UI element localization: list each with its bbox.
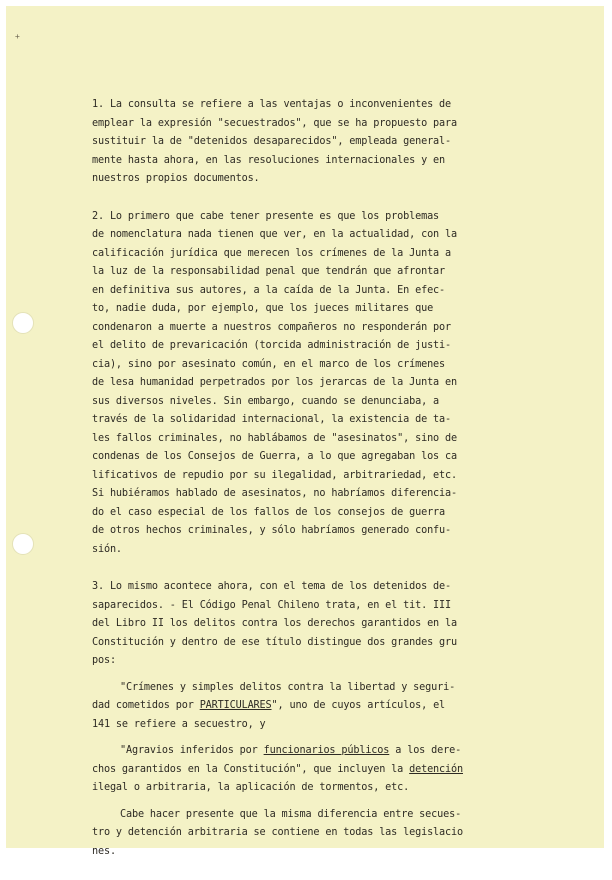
text-line: condenas de los Consejos de Guerra, a lo que agregaban los ca [92, 451, 457, 462]
text-run: dad cometidos por [92, 700, 200, 711]
text-line: través de la solidaridad internacional, la existencia de ta- [92, 414, 452, 425]
text-line: lificativos de repudio por su ilegalidad, arbitrariedad, etc. [92, 469, 457, 481]
text-line: calificación jurídica que merecen los crímenes de la Junta a [92, 247, 452, 259]
text-line: 2. Lo primero que cabe tener presente es que los problemas [92, 210, 440, 222]
text-line: sus diversos niveles. Sin embargo, cuando se denunciaba, a [92, 395, 440, 407]
text-line: do el caso especial de los fallos de los consejos de guerra [92, 506, 446, 518]
text-line [92, 761, 570, 780]
text-line: saparecidos. - El Código Penal Chileno trata, en el tit. III [92, 599, 452, 611]
text-line: la luz de la responsabilidad penal que tendrán que afrontar [92, 266, 446, 277]
text-line [92, 742, 570, 761]
text-line: Constitución y dentro de ese título distingue dos grandes gru [92, 636, 457, 648]
punch-hole-top [12, 312, 34, 334]
text-line: nes. [92, 845, 116, 857]
text-line: mente hasta ahora, en las resoluciones internacionales y en [92, 154, 446, 166]
punch-hole-bottom [12, 533, 34, 555]
paragraph-6 [92, 806, 570, 862]
text-line: de lesa humanidad perpetrados por los jerarcas de la Junta en [92, 377, 457, 388]
text-line: les fallos criminales, no hablábamos de "asesinatos", sino de [92, 432, 457, 444]
text-line: el delito de prevaricación (torcida administración de justi- [92, 340, 452, 351]
paragraph-3 [92, 578, 570, 671]
underlined-text: detención [409, 763, 463, 775]
corner-mark: + [15, 32, 20, 41]
text-line: 3. Lo mismo acontece ahora, con el tema de los detenidos de- [92, 581, 452, 592]
text-line: cia), sino por asesinato común, en el marco de los crímenes [92, 358, 446, 370]
text-line: sión. [92, 543, 122, 555]
text-line: tro y detención arbitraria se contiene en todas las legislacio [92, 827, 463, 838]
text-line: Cabe hacer presente que la misma diferencia entre secues- [120, 808, 462, 820]
text-line: de otros hechos criminales, y sólo habríamos generado confu- [92, 525, 452, 536]
text-line: de nomenclatura nada tienen que ver, en la actualidad, con la [92, 229, 457, 240]
document-body [92, 96, 570, 880]
text-line: condenaron a muerte a nuestros compañeros no responderán por [92, 321, 452, 333]
text-line: nuestros propios documentos. [92, 173, 260, 184]
paragraph-2 [92, 208, 570, 560]
text-line: pos: [92, 655, 116, 666]
text-run: chos garantidos en la Constitución", que incluyen la [92, 763, 410, 775]
paragraph-4 [92, 679, 570, 735]
text-line: emplear la expresión "secuestrados", que se ha propuesto para [92, 117, 457, 129]
text-run: ", uno de cuyos artículos, el [271, 700, 446, 711]
paragraph-1 [92, 96, 570, 189]
underlined-text: PARTICULARES [199, 700, 272, 711]
text-line: to, nadie duda, por ejemplo, que los jueces militares que [92, 303, 434, 314]
underlined-text: funcionarios públicos [263, 745, 390, 756]
text-line: en definitiva sus autores, a la caída de la Junta. En efec- [92, 284, 446, 296]
text-line: sustituir la de "detenidos desaparecidos", empleada general- [92, 136, 452, 147]
text-run: a los dere- [389, 745, 462, 756]
text-line: "Crímenes y simples delitos contra la libertad y seguri- [120, 681, 456, 693]
paragraph-5 [92, 742, 570, 798]
text-line: 141 se refiere a secuestro, y [92, 718, 266, 730]
text-run: "Agravios inferidos por [120, 745, 264, 756]
text-line: del Libro II los delitos contra los derechos garantidos en la [92, 618, 457, 629]
text-line: Si hubiéramos hablado de asesinatos, no habríamos diferencia- [92, 488, 457, 499]
document-page [6, 6, 604, 857]
text-line: 1. La consulta se refiere a las ventajas o inconvenientes de [92, 99, 452, 110]
text-line [92, 697, 570, 716]
text-line: ilegal o arbitraria, la aplicación de tormentos, etc. [92, 782, 410, 793]
